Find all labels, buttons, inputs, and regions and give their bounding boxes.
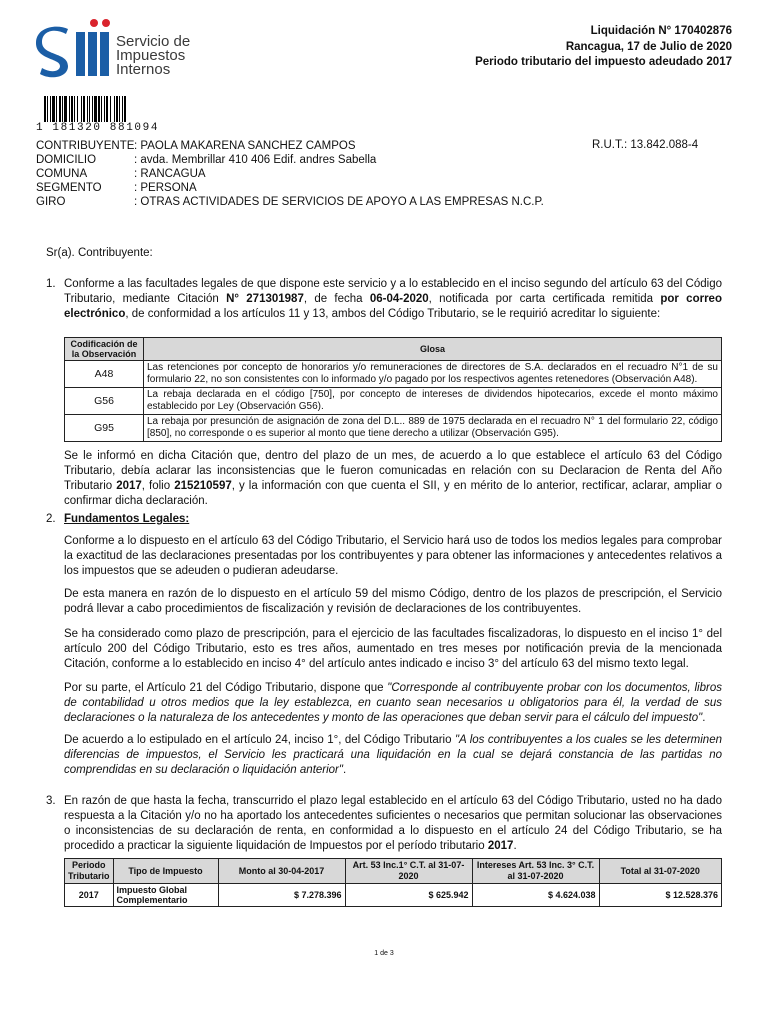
info-key: DOMICILIO xyxy=(36,154,97,166)
barcode-bar xyxy=(92,96,93,122)
section-number: 1. xyxy=(46,278,56,290)
info-value: : avda. Membrillar 410 406 Edif. andres Sabella xyxy=(134,154,377,166)
barcode-bar xyxy=(69,96,70,122)
table-row xyxy=(65,361,722,388)
cell-monto: $ 7.278.396 xyxy=(218,884,345,907)
column-header: Intereses Art. 53 Inc. 3° C.T. al 31-07-2020 xyxy=(472,859,599,884)
info-key: SEGMENTO xyxy=(36,182,102,194)
info-value: : PAOLA MAKARENA SANCHEZ CAMPOS xyxy=(134,140,356,152)
cell-periodo: 2017 xyxy=(65,884,114,907)
barcode-bar xyxy=(110,96,111,122)
cell-total: $ 12.528.376 xyxy=(599,884,722,907)
paragraph: De esta manera en razón de lo dispuesto en el artículo 59 del mismo Código, dentro de los plazos de prescripción, el Servicio podrá llevar a cabo procedimientos de fiscalización y revisión de declaraciones de los contribuyentes. xyxy=(64,588,722,615)
barcode-bar xyxy=(124,96,126,122)
table-header-row xyxy=(65,338,722,361)
barcode-bar xyxy=(56,96,57,122)
observations-table xyxy=(64,337,722,442)
observation-code: G56 xyxy=(65,388,144,415)
rut: R.U.T.: 13.842.088-4 xyxy=(592,139,699,151)
section-2-title: Fundamentos Legales: xyxy=(64,513,190,525)
column-header: Codificación de la Observación xyxy=(65,338,144,361)
paragraph: Por su parte, el Artículo 21 del Código Tributario, dispone que "Corresponde al contribuyente probar con los documentos, libros de contabilidad u otros medios que la ley establezca, en cuanto sean necesarios u obligatorios para él, la verdad de sus declaraciones o la naturaleza de los antecedentes y monto de las operaciones que deban servir para el cálculo del impuesto". xyxy=(64,682,722,724)
info-value: : RANCAGUA xyxy=(134,168,206,180)
barcode-bar xyxy=(77,96,78,122)
section-number: 2. xyxy=(46,513,56,525)
barcode-bar xyxy=(64,96,67,122)
document-header xyxy=(475,24,732,71)
liquidation-table xyxy=(64,858,722,907)
table-row xyxy=(65,388,722,415)
barcode-bar xyxy=(81,96,82,122)
paragraph: De acuerdo a lo estipulado en el artículo 24, inciso 1°, del Código Tributario "A los contribuyentes a los cuales se les determinen diferencias de impuestos, el Servicio les practicará una liquidación en la cual se dejará constancia de las partidas no comprendidas en su declaración o liquidación anterior". xyxy=(64,734,722,776)
barcode-bar xyxy=(98,96,100,122)
barcode-bar xyxy=(52,96,55,122)
table-header-row xyxy=(65,859,722,884)
section-number: 3. xyxy=(46,795,56,807)
barcode-bar xyxy=(44,96,46,122)
info-value: : PERSONA xyxy=(134,182,197,194)
column-header: Tipo de Impuesto xyxy=(113,859,218,884)
paragraph: Conforme a lo dispuesto en el artículo 63 del Código Tributario, el Servicio hará uso de todos los medios legales para comprobar la exactitud de las declaraciones presentadas por los contribuyentes y para obtener las informaciones y antecedentes relativos a los impuestos que se adeuden o pudieran adeudarse. xyxy=(64,535,722,577)
barcode-bar xyxy=(74,96,75,122)
page-number: 1 de 3 xyxy=(374,950,394,957)
observation-glosa: La rebaja declarada en el código [750], por concepto de intereses de dividendos hipotecarios, excede el monto máximo establecido por Ley (Observación G56). xyxy=(144,388,722,415)
column-header: Monto al 30-04-2017 xyxy=(218,859,345,884)
observation-code: G95 xyxy=(65,415,144,442)
logo-text: Servicio de Impuestos Internos xyxy=(116,33,191,78)
column-header: Total al 31-07-2020 xyxy=(599,859,722,884)
cell-intereses: $ 4.624.038 xyxy=(472,884,599,907)
barcode-bar xyxy=(122,96,123,122)
observation-glosa: La rebaja por presunción de asignación de zona del D.L.. 889 de 1975 declarada en el recuadro N° 1 del formulario 22, código [850], no corresponde o es superior al monto que tiene derecho a utilizar (Observación G95). xyxy=(144,415,722,442)
taxpayer-info xyxy=(36,139,544,209)
section-1-followup: Se le informó en dicha Citación que, dentro del plazo de un mes, de acuerdo a lo que establece el artículo 63 del Código Tributario, debía aclarar las inconsistencias que le fueron comunicadas en relación con su Declaracion de Renta del Año Tributario 2017, folio 215210597, y la información con que cuenta el SII, y en mérito de lo anterior, rectificar, aclarar, ampliar o confirmar dicha declaración. xyxy=(64,450,722,507)
barcode-bar xyxy=(104,96,105,122)
table-row xyxy=(65,884,722,907)
paragraph: Se ha considerado como plazo de prescripción, para el ejercicio de las facultades fiscalizadoras, lo dispuesto en el inciso 1° del artículo 200 del Código Tributario, esto es tres años, aumentado en tres meses por notificación previa de la mencionada Citación, conforme a lo establecido en inciso 4° del artículo antes indicado e inciso 3° del artículo 63 del mismo texto legal. xyxy=(64,628,722,670)
cell-tipo: Impuesto Global Complementario xyxy=(113,884,218,907)
column-header: Art. 53 Inc.1° C.T. al 31-07-2020 xyxy=(345,859,472,884)
info-value: : OTRAS ACTIVIDADES DE SERVICIOS DE APOYO A LAS EMPRESAS N.C.P. xyxy=(134,196,544,208)
barcode-bar xyxy=(114,96,115,122)
barcode-bar xyxy=(50,96,51,122)
observation-glosa: Las retenciones por concepto de honorarios y/o remuneraciones de directores de S.A. declarados en el recuadro N°1 de su formulario 22, no son consistentes con lo informado y/o pagado por los respectivos agentes retenedores (Observación A48). xyxy=(144,361,722,388)
barcode-bar xyxy=(71,96,73,122)
barcode-bar xyxy=(87,96,88,122)
barcode-bar xyxy=(94,96,97,122)
section-1-paragraph: Conforme a las facultades legales de que dispone este servicio y a lo establecido en el inciso segundo del artículo 63 del Código Tributario, mediante Citación N° 271301987, de fecha 06-04-2020, notificada por carta certificada remitida por correo electrónico, de conformidad a los artículos 11 y 13, ambos del Código Tributario, se le requirió acreditar lo siguiente: xyxy=(64,278,722,320)
barcode-bar xyxy=(47,96,48,122)
column-header: Glosa xyxy=(144,338,722,361)
barcode-number: 1 181320 881094 xyxy=(36,122,160,134)
issue-date: Rancagua, 17 de Julio de 2020 xyxy=(565,40,732,53)
cell-art53: $ 625.942 xyxy=(345,884,472,907)
barcode-bar xyxy=(59,96,61,122)
liquidacion-number: Liquidación N° 170402876 xyxy=(590,25,732,37)
barcode xyxy=(44,96,156,122)
info-key: CONTRIBUYENTE xyxy=(36,140,135,152)
observation-code: A48 xyxy=(65,361,144,388)
tax-period: Periodo tributario del impuesto adeudado 2017 xyxy=(475,56,732,68)
barcode-bar xyxy=(89,96,90,122)
section-3-paragraph: En razón de que hasta la fecha, transcurrido el plazo legal establecido en el artículo 63 del Código Tributario, usted no ha dado respuesta a la Citación y/o no ha aportado los antecedentes suficientes o necesarios que permitan solucionar las observaciones o inconsistencias de su declaración de renta, en conformidad a lo dispuesto en el artículo 24 del Código Tributario, se ha procedido a practicar la siguiente liquidación de Impuestos por el período tributario 2017. xyxy=(64,795,722,852)
barcode-bar xyxy=(116,96,118,122)
column-header: Periodo Tributario xyxy=(65,859,114,884)
barcode-bar xyxy=(119,96,120,122)
table-row xyxy=(65,415,722,442)
greeting: Sr(a). Contribuyente: xyxy=(46,247,153,259)
info-key: GIRO xyxy=(36,196,66,208)
barcode-bar xyxy=(83,96,85,122)
info-key: COMUNA xyxy=(36,168,88,180)
barcode-bar xyxy=(62,96,63,122)
barcode-bar xyxy=(101,96,102,122)
barcode-bar xyxy=(106,96,108,122)
